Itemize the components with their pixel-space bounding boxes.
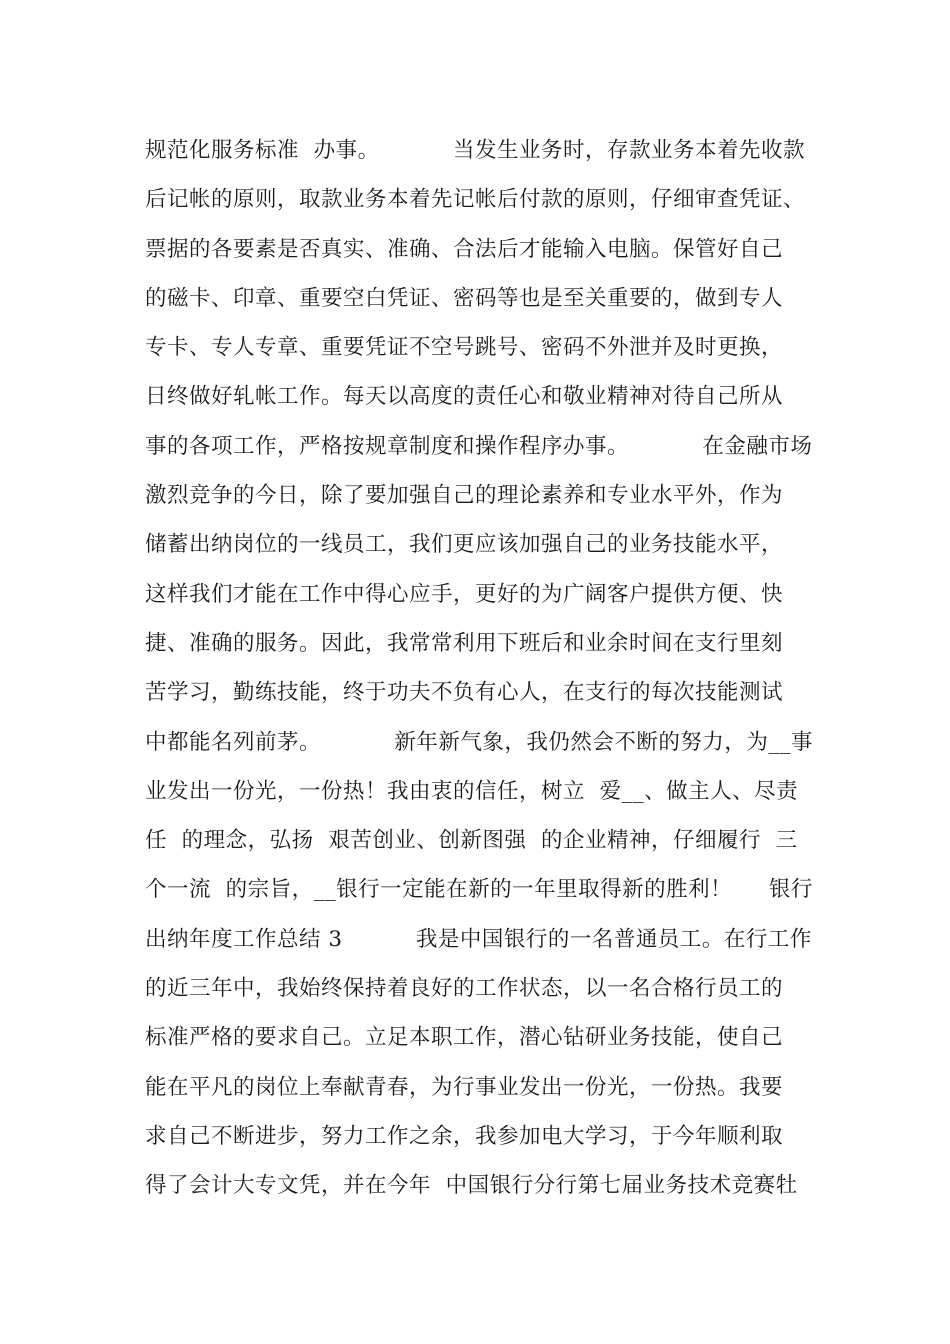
text-line: 事的各项工作，严格按规章制度和操作程序办事。 在金融市场 <box>145 433 813 459</box>
text-line: 日终做好轧帐工作。每天以高度的责任心和敬业精神对待自己所从 <box>145 384 784 410</box>
text-line: 这样我们才能在工作中得心应手，更好的为广阔客户提供方便、快 <box>145 581 784 607</box>
text-line: 的磁卡、印章、重要空白凭证、密码等也是至关重要的，做到专人 <box>145 285 784 311</box>
text-line: 中都能名列前茅。 新年新气象，我仍然会不断的努力，为__事 <box>145 729 813 755</box>
text-line: 求自己不断进步，努力工作之余，我参加电大学习，于今年顺利取 <box>145 1123 784 1149</box>
text-line: 捷、准确的服务。因此，我常常利用下班后和业余时间在支行里刻 <box>145 630 784 656</box>
text-line: 个一流 的宗旨，__银行一定能在新的一年里取得新的胜利！ 银行 <box>145 877 813 903</box>
text-line: 后记帐的原则，取款业务本着先记帐后付款的原则，仔细审查凭证、 <box>145 187 806 213</box>
text-line: 专卡、专人专章、重要凭证不空号跳号、密码不外泄并及时更换， <box>145 335 784 361</box>
text-line: 的近三年中，我始终保持着良好的工作状态，以一名合格行员工的 <box>145 976 784 1002</box>
text-line: 任 的理念，弘扬 艰苦创业、创新图强 的企业精神，仔细履行 三 <box>145 828 798 854</box>
text-line: 规范化服务标准 办事。 当发生业务时，存款业务本着先收款 <box>145 138 806 163</box>
text-line: 票据的各要素是否真实、准确、合法后才能输入电脑。保管好自己 <box>145 236 784 262</box>
text-line: 标准严格的要求自己。立足本职工作，潜心钻研业务技能，使自己 <box>145 1025 784 1051</box>
text-line: 业发出一份光，一份热！我由衷的信任，树立 爱__、做主人、尽责 <box>145 778 799 804</box>
body-text <box>145 131 845 1216</box>
text-line: 得了会计大专文凭，并在今年 中国银行分行第七届业务技术竞赛牡 <box>145 1173 798 1199</box>
text-line: 能在平凡的岗位上奉献青春，为行事业发出一份光，一份热。我要 <box>145 1074 784 1100</box>
text-line: 储蓄出纳岗位的一线员工，我们更应该加强自己的业务技能水平， <box>145 532 784 558</box>
text-line: 苦学习，勤练技能，终于功夫不负有心人，在支行的每次技能测试 <box>145 680 784 706</box>
text-line: 激烈竞争的今日，除了要加强自己的理论素养和专业水平外，作为 <box>145 483 784 509</box>
text-line: 出纳年度工作总结 3 我是中国银行的一名普通员工。在行工作 <box>145 926 812 952</box>
